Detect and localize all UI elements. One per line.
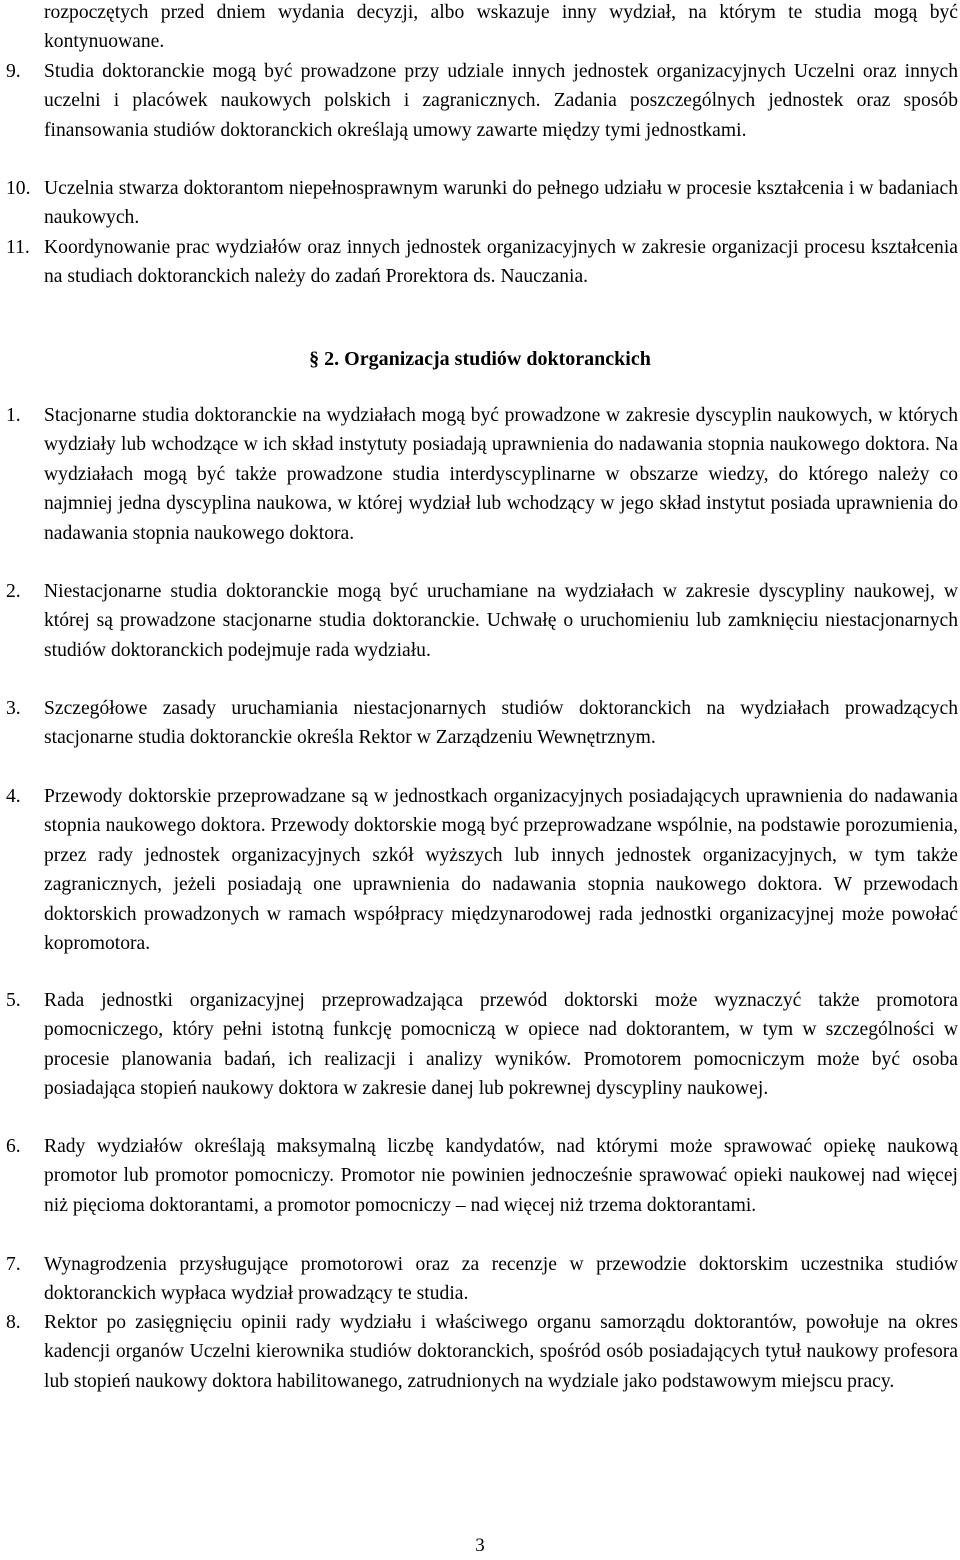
item-number: 2.	[6, 581, 21, 602]
list-item-7	[6, 1250, 958, 1309]
item-text: Rada jednostki organizacyjnej przeprowadzająca przewód doktorski może wyznaczyć także promotora pomocniczego, który pełni istotną funkcję pomocniczą w opiece nad doktorantem, w tym w szczególności w procesie planowania badań, ich realizacji i analizy wyników. Promotorem pomocniczym może być osoba posiadająca stopień naukowy doktora w zakresie danej lub pokrewnej dyscypliny naukowej.	[44, 990, 958, 1100]
item-number: 7.	[6, 1254, 21, 1275]
item-text: Rektor po zasięgnięciu opinii rady wydziału i właściwego organu samorządu doktorantów, powołuje na okres kadencji organów Uczelni kierownika studiów doktoranckich, spośród osób posiadających tytuł naukowy profesora lub stopień naukowy doktora habilitowanego, zatrudnionych na wydziale jako podstawowym miejscu pracy.	[44, 1312, 958, 1392]
list-item-6	[6, 1132, 958, 1220]
item-text: Stacjonarne studia doktoranckie na wydziałach mogą być prowadzone w zakresie dyscyplin naukowych, w których wydziały lub wchodzące w ich skład instytuty posiadają uprawnienia do nadawania stopnia naukowego doktora. Na wydziałach mogą być także prowadzone studia interdyscyplinarne w obszarze wiedzy, do którego należy co najmniej jedna dyscyplina naukowa, w której wydział lub wchodzący w jego skład instytut posiada uprawnienia do nadawania stopnia naukowego doktora.	[44, 405, 958, 544]
list-item-1	[6, 401, 958, 548]
item-text: Studia doktoranckie mogą być prowadzone przy udziale innych jednostek organizacyjnych Uczelni oraz innych uczelni i placówek naukowych polskich i zagranicznych. Zadania poszczególnych jednostek oraz sposób finansowania studiów doktoranckich określają umowy zawarte między tymi jednostkami.	[44, 61, 958, 141]
list-item-11	[6, 233, 958, 292]
item-number: 10.	[6, 178, 31, 199]
item-number: 8.	[6, 1312, 21, 1333]
page-number: 3	[475, 1535, 485, 1556]
item-number: 1.	[6, 405, 21, 426]
list-item-5	[6, 986, 958, 1104]
item-text: Niestacjonarne studia doktoranckie mogą być uruchamiane na wydziałach w zakresie dyscypliny naukowej, w której są prowadzone stacjonarne studia doktoranckie. Uchwałę o uruchomieniu lub zamknięciu niestacjonarnych studiów doktoranckich podejmuje rada wydziału.	[44, 581, 958, 661]
item-text: Koordynowanie prac wydziałów oraz innych jednostek organizacyjnych w zakresie organizacji procesu kształcenia na studiach doktoranckich należy do zadań Prorektora ds. Nauczania.	[44, 237, 958, 288]
item-number: 6.	[6, 1136, 21, 1157]
item-number: 5.	[6, 990, 21, 1011]
item-text: Przewody doktorskie przeprowadzane są w jednostkach organizacyjnych posiadających uprawnienia do nadawania stopnia naukowego doktora. Przewody doktorskie mogą być przeprowadzane wspólnie, na podstawie porozumienia, przez rady jednostek organizacyjnych szkół wyższych lub innych jednostek organizacyjnych, w tym także zagranicznych, jeżeli posiadają one uprawnienia do nadawania stopnia naukowego doktora. W przewodach doktorskich prowadzonych w ramach współpracy międzynarodowej rada jednostki organizacyjnej może powołać kopromotora.	[44, 786, 958, 955]
item-text: Rady wydziałów określają maksymalną liczbę kandydatów, nad którymi może sprawować opiekę naukową promotor lub promotor pomocniczy. Promotor nie powinien jednocześnie sprawować opieki naukowej nad więcej niż pięcioma doktorantami, a promotor pomocniczy – nad więcej niż trzema doktorantami.	[44, 1136, 958, 1216]
item-text: Wynagrodzenia przysługujące promotorowi oraz za recenzje w przewodzie doktorskim uczestnika studiów doktoranckich wypłaca wydział prowadzący te studia.	[44, 1254, 958, 1305]
item-number: 4.	[6, 786, 21, 807]
section-heading: § 2. Organizacja studiów doktoranckich	[309, 348, 651, 370]
list-item-8	[6, 1308, 958, 1396]
list-item-10	[6, 174, 958, 233]
item-number: 9.	[6, 61, 21, 82]
list-item-2	[6, 577, 958, 665]
continuation-paragraph: rozpoczętych przed dniem wydania decyzji, albo wskazuje inny wydział, na którym te studia mogą być kontynuowane.	[44, 2, 958, 53]
list-item-3	[6, 694, 958, 753]
item-text: Uczelnia stwarza doktorantom niepełnosprawnym warunki do pełnego udziału w procesie kształcenia i w badaniach naukowych.	[44, 178, 958, 229]
list-item-4	[6, 782, 958, 958]
item-number: 11.	[6, 237, 30, 258]
item-number: 3.	[6, 698, 21, 719]
list-item-9	[6, 57, 958, 145]
item-text: Szczegółowe zasady uruchamiania niestacjonarnych studiów doktoranckich na wydziałach prowadzących stacjonarne studia doktoranckie określa Rektor w Zarządzeniu Wewnętrznym.	[44, 698, 958, 749]
